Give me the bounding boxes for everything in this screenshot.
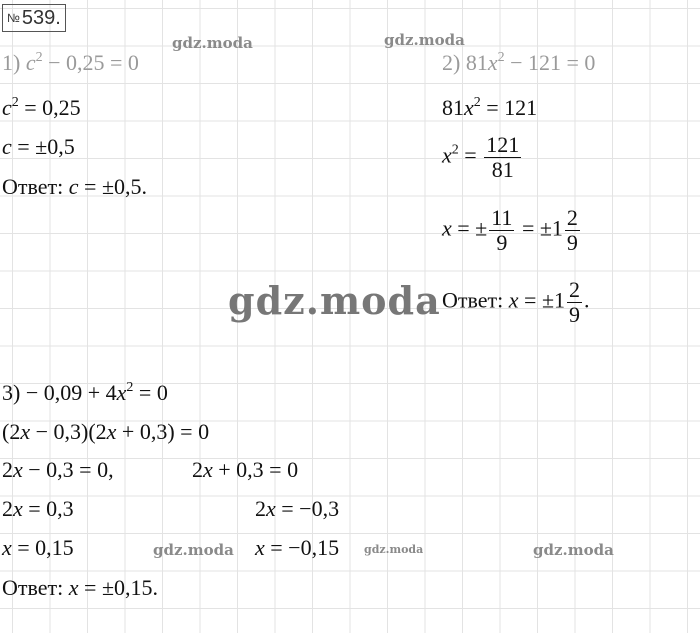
number-sign: №	[7, 11, 20, 25]
part3-equation: $3) - 0,09 + 4x^2 = 0$	[2, 380, 168, 405]
watermark-bottom-right: gdz.moda	[533, 541, 614, 559]
problem-number	[2, 4, 66, 32]
part3-step4-left: x = 0,15	[2, 535, 74, 560]
watermark-center: gdz.moda	[228, 278, 441, 323]
watermark-bottom-left: gdz.moda	[153, 541, 234, 559]
part1-answer: Ответ: c = ±0,5.	[2, 174, 148, 199]
part1-equation: 1) $c^2 - 0,25 = 0$	[2, 50, 139, 75]
part3-step2-right: 2x + 0,3 = 0	[192, 457, 299, 482]
watermark-bottom-tiny: gdz.moda	[364, 543, 424, 556]
part3-step3-left: 2x = 0,3	[2, 496, 74, 521]
part1-step1: $c^2 = 0,25$	[2, 95, 81, 120]
part2-step3: x = ± $\frac{11}{9}$ = ±1 $\frac{2}{9}$	[442, 205, 578, 255]
fraction-121-81: $\frac{121}{81}$	[486, 132, 520, 182]
part3-step4-right: x = −0,15	[255, 535, 340, 560]
part3-step2-left: 2x − 0,3 = 0,	[2, 457, 114, 482]
part2-answer: Ответ: x = ±1 $\frac{2}{9}$ .	[442, 277, 590, 327]
watermark-top-right: gdz.moda	[384, 31, 465, 49]
watermark-top-center: gdz.moda	[172, 34, 253, 52]
part3-step3-right: 2x = −0,3	[255, 496, 340, 521]
part3-step1: (2x − 0,3)(2x + 0,3) = 0	[2, 419, 210, 444]
fraction-2-9: $\frac{2}{9}$	[566, 205, 578, 255]
part2-equation: 2) $81x^2 - 121 = 0$	[442, 50, 596, 75]
fraction-answer-2-9: $\frac{2}{9}$	[569, 277, 581, 327]
part2-step2: $x^2$ = $\frac{121}{81}$	[442, 132, 520, 182]
part2-step1: $81x^2 = 121$	[442, 95, 538, 120]
part1-step2: c = ±0,5	[2, 134, 75, 159]
fraction-11-9: $\frac{11}{9}$	[491, 205, 513, 255]
part3-answer: Ответ: x = ±0,15.	[2, 575, 159, 600]
problem-number-value: 539.	[21, 7, 61, 29]
